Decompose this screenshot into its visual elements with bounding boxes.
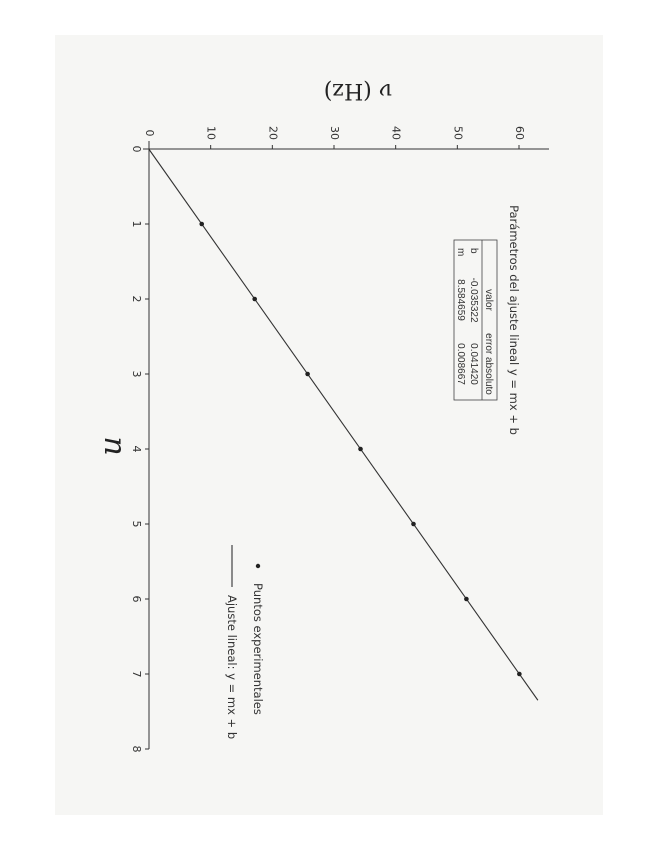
legend-points-label: Puntos experimentales [251, 583, 265, 715]
x-tick-label: 5 [130, 520, 143, 528]
fit-table-title: Parámetros del ajuste lineal y = mx + b [507, 205, 521, 435]
x-axis-title: n [97, 436, 132, 456]
x-tick-label: 1 [130, 220, 143, 228]
data-point [517, 672, 522, 677]
fit-table-b-error: 0.041420 [468, 343, 479, 385]
data-point [411, 522, 416, 527]
y-tick-label: 60 [513, 126, 526, 140]
fit-table-m-error: 0.008667 [455, 343, 466, 385]
x-tick-label: 4 [130, 445, 143, 453]
y-tick-label: 20 [266, 126, 280, 140]
x-tick-label: 8 [130, 745, 143, 753]
y-tick-label: 40 [389, 126, 403, 140]
fit-table-m-value: 8.584659 [455, 279, 466, 321]
y-tick-label: 50 [451, 126, 465, 140]
fit-table-header-error: error absoluto [483, 333, 494, 395]
x-tick-label: 7 [130, 670, 143, 678]
data-point [199, 222, 204, 227]
x-tick-label: 0 [130, 145, 143, 153]
y-tick-label: 10 [204, 126, 218, 140]
fit-table-b-value: -0.035322 [468, 277, 479, 323]
data-point [305, 372, 310, 377]
data-point [464, 597, 469, 602]
fit-table-b-label: b [468, 248, 479, 254]
x-tick-label: 3 [130, 370, 143, 378]
legend-line-label: Ajuste lineal: y = mx + b [225, 595, 239, 740]
data-point [252, 297, 257, 302]
x-tick-label: 6 [130, 595, 143, 603]
y-axis-title: ν (Hz) [323, 78, 393, 103]
data-point [358, 447, 363, 452]
y-tick-label: 30 [328, 126, 341, 140]
legend-points-marker [256, 564, 260, 568]
x-tick-label: 2 [130, 295, 143, 303]
fit-table-header-valor: valor [483, 289, 494, 311]
fit-table-m-label: m [455, 248, 466, 257]
y-tick-label: 0 [143, 129, 156, 137]
